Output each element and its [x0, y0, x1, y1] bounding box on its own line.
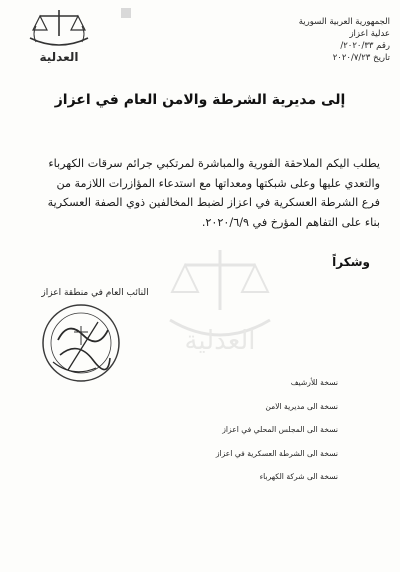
- letter-body: [10, 154, 380, 232]
- list-item: نسخة الى الشرطة العسكرية في اعزاز: [215, 448, 338, 458]
- scan-artifact-mark: [121, 8, 131, 18]
- official-seal-stamp: [38, 300, 124, 386]
- document-date: تاريخ ٢٠٢٠/٧/٢٣: [332, 53, 390, 63]
- seal-icon: [38, 300, 124, 386]
- list-item: نسخة الى المجلس المحلي في اعزاز: [222, 425, 338, 434]
- list-item: نسخة الى مديرية الامن: [265, 401, 338, 411]
- scales-of-justice-icon: [22, 6, 96, 52]
- department-name: عدلية اعزاز: [349, 29, 390, 39]
- body-line: فرع الشرطة العسكرية في اعزاز لضبط المخالفين ذوي الصفة العسكرية: [47, 196, 380, 209]
- closing-text: وشكراً: [332, 255, 370, 269]
- addressee-title: إلى مديرية الشرطة والامن العام في اعزاز: [54, 92, 346, 108]
- justice-logo: [22, 6, 96, 76]
- body-line: يطلب اليكم الملاحقة الفورية والمباشرة لمرتكبي جرائم سرقات الكهرباء: [48, 157, 380, 170]
- body-line: والتعدي عليها وعلى شبكتها ومعداتها مع استدعاء المؤازرات اللازمة من: [56, 176, 380, 190]
- letterhead: [240, 16, 390, 64]
- signer-title: النائب العام في منطقة اعزاز: [41, 288, 149, 298]
- copies-list: [138, 378, 338, 496]
- body-line: بناء على التفاهم المؤرخ في ٢٠٢٠/٦/٩.: [201, 215, 380, 229]
- list-item: نسخة للأرشيف: [290, 378, 338, 387]
- watermark-text: العدلية: [184, 326, 256, 356]
- watermark-emblem: [150, 230, 290, 370]
- list-item: نسخة الى شركة الكهرباء: [259, 472, 338, 481]
- reference-number: رقم ٢٠٢٠/٣٣/: [340, 41, 390, 51]
- country-name: الجمهورية العربية السورية: [298, 17, 390, 27]
- logo-text: العدلية: [39, 50, 79, 64]
